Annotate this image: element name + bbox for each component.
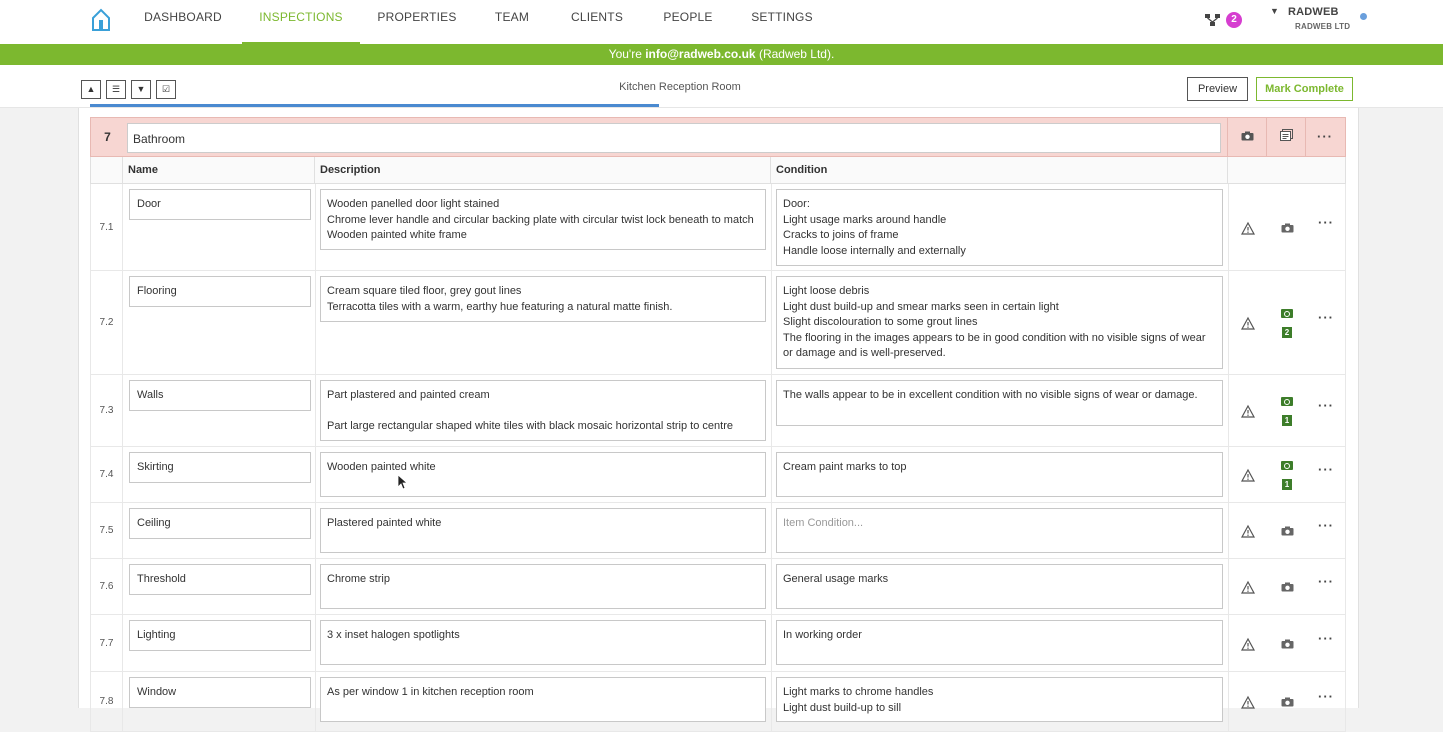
warning-icon xyxy=(1241,317,1255,330)
item-description-input[interactable]: Chrome strip xyxy=(320,564,766,609)
table-row xyxy=(90,503,1346,559)
item-description-input[interactable]: Wooden painted white xyxy=(320,452,766,497)
add-photo-button[interactable] xyxy=(1277,697,1297,710)
cell-divider xyxy=(771,375,772,446)
room-title: Kitchen Reception Room xyxy=(619,81,741,93)
user-menu[interactable] xyxy=(1270,6,1380,36)
table-row xyxy=(90,184,1346,271)
table-row xyxy=(90,447,1346,503)
flag-warning-button[interactable] xyxy=(1238,696,1258,712)
network-icon xyxy=(1204,13,1222,27)
photo-count-badge: 2 xyxy=(1282,327,1292,338)
column-header-name: Name xyxy=(123,157,315,184)
row-number: 7.8 xyxy=(91,672,123,731)
flag-warning-button[interactable] xyxy=(1238,469,1258,485)
row-number: 7.2 xyxy=(91,271,123,374)
column-header-actions xyxy=(1228,157,1346,184)
item-name-input[interactable]: Skirting xyxy=(129,452,311,483)
cell-divider xyxy=(315,559,316,614)
warning-icon xyxy=(1241,222,1255,235)
warning-icon xyxy=(1241,638,1255,651)
cell-divider xyxy=(771,447,772,502)
item-name-input[interactable]: Window xyxy=(129,677,311,708)
cell-divider xyxy=(771,672,772,731)
row-more-button[interactable]: ··· xyxy=(1318,398,1334,413)
row-more-button[interactable]: ··· xyxy=(1318,215,1334,230)
row-number: 7.1 xyxy=(91,184,123,270)
list-view-button[interactable]: ☰ xyxy=(106,80,126,99)
cell-divider xyxy=(771,559,772,614)
nav-people[interactable]: PEOPLE xyxy=(663,10,713,24)
add-photo-button[interactable] xyxy=(1277,639,1297,652)
section-number: 7 xyxy=(104,130,111,144)
item-condition-input[interactable]: Light marks to chrome handles Light dust build-up to sill xyxy=(776,677,1223,722)
cell-divider xyxy=(1228,615,1229,671)
section-notes-button[interactable] xyxy=(1266,118,1305,156)
notifications[interactable] xyxy=(1204,10,1244,32)
cell-divider xyxy=(315,271,316,374)
notification-count-badge: 2 xyxy=(1226,12,1242,28)
warning-icon xyxy=(1241,525,1255,538)
table-row xyxy=(90,271,1346,375)
item-name-input[interactable]: Ceiling xyxy=(129,508,311,539)
inspection-toolbar xyxy=(0,65,1443,108)
cell-divider xyxy=(771,271,772,374)
cell-divider xyxy=(315,503,316,558)
notes-icon xyxy=(1280,129,1293,141)
cell-divider xyxy=(771,615,772,671)
user-name: RADWEB xyxy=(1288,6,1339,18)
cell-divider xyxy=(315,375,316,446)
nav-properties[interactable]: PROPERTIES xyxy=(377,10,457,24)
item-condition-input[interactable]: The walls appear to be in excellent condition with no visible signs of wear or damage. xyxy=(776,380,1223,426)
item-description-input[interactable]: Part plastered and painted cream Part large rectangular shaped white tiles with black mosaic horizontal strip to centre xyxy=(320,380,766,441)
row-number: 7.6 xyxy=(91,559,123,614)
cell-divider xyxy=(1228,559,1229,614)
checklist-button[interactable]: ☑ xyxy=(156,80,176,99)
cell-divider xyxy=(771,503,772,558)
mouse-cursor-icon xyxy=(397,474,407,490)
camera-icon xyxy=(1281,526,1294,536)
table-row xyxy=(90,672,1346,732)
flag-warning-button[interactable] xyxy=(1238,581,1258,597)
item-condition-input[interactable]: General usage marks xyxy=(776,564,1223,609)
cell-divider xyxy=(315,447,316,502)
user-organisation: RADWEB LTD xyxy=(1295,22,1351,31)
row-number: 7.4 xyxy=(91,447,123,502)
item-condition-input[interactable]: In working order xyxy=(776,620,1223,665)
warning-icon xyxy=(1241,581,1255,594)
cell-divider xyxy=(1228,375,1229,446)
warning-icon xyxy=(1241,405,1255,418)
column-header-number xyxy=(90,157,123,184)
flag-warning-button[interactable] xyxy=(1238,317,1258,333)
cell-divider xyxy=(315,615,316,671)
row-more-button[interactable]: ··· xyxy=(1318,631,1334,646)
section-more-button[interactable]: ··· xyxy=(1305,118,1344,156)
nav-clients[interactable]: CLIENTS xyxy=(570,10,624,24)
section-header xyxy=(90,117,1346,157)
flag-warning-button[interactable] xyxy=(1238,638,1258,654)
cell-divider xyxy=(315,672,316,731)
cell-divider xyxy=(1228,271,1229,374)
item-condition-input[interactable]: Cream paint marks to top xyxy=(776,452,1223,497)
row-more-button[interactable]: ··· xyxy=(1318,310,1334,325)
add-photo-button[interactable] xyxy=(1277,526,1297,539)
photo-count-badge: 1 xyxy=(1282,479,1292,490)
item-name-input[interactable]: Lighting xyxy=(129,620,311,651)
nav-team[interactable]: TEAM xyxy=(494,10,530,24)
cell-divider xyxy=(315,184,316,270)
item-name-input[interactable]: Walls xyxy=(129,380,311,411)
row-number: 7.5 xyxy=(91,503,123,558)
camera-icon-attached[interactable] xyxy=(1281,461,1293,470)
row-more-button[interactable]: ··· xyxy=(1318,462,1334,477)
section-name-input[interactable]: Bathroom xyxy=(127,123,1221,153)
row-more-button[interactable]: ··· xyxy=(1318,518,1334,533)
house-logo-icon[interactable] xyxy=(90,6,112,32)
flag-warning-button[interactable] xyxy=(1238,222,1258,238)
camera-icon xyxy=(1281,697,1294,707)
nav-settings[interactable]: SETTINGS xyxy=(751,10,813,24)
item-description-input[interactable]: Cream square tiled floor, grey gout lines Terracotta tiles with a warm, earthy hue featuring a natural matte finish. xyxy=(320,276,766,322)
row-more-button[interactable]: ··· xyxy=(1318,574,1334,589)
collapse-up-button[interactable]: ▲ xyxy=(81,80,101,99)
row-number: 7.3 xyxy=(91,375,123,446)
camera-icon-attached[interactable] xyxy=(1281,309,1293,318)
column-header-condition: Condition xyxy=(771,157,1228,184)
item-description-input[interactable]: As per window 1 in kitchen reception room xyxy=(320,677,766,722)
item-name-input[interactable]: Door xyxy=(129,189,311,220)
table-row xyxy=(90,559,1346,615)
flag-warning-button[interactable] xyxy=(1238,405,1258,421)
camera-icon xyxy=(1241,131,1254,141)
item-condition-input[interactable]: Door: Light usage marks around handle Cracks to joins of frame Handle loose internally and externally xyxy=(776,189,1223,266)
cell-divider xyxy=(771,184,772,270)
cell-divider xyxy=(1228,503,1229,558)
warning-icon xyxy=(1241,469,1255,482)
section-camera-button[interactable] xyxy=(1227,118,1266,156)
camera-icon xyxy=(1281,223,1294,233)
banner-suffix: (Radweb Ltd). xyxy=(755,47,835,61)
progress-bar xyxy=(90,104,659,107)
banner-prefix: You're xyxy=(608,47,646,61)
cell-divider xyxy=(1228,184,1229,270)
column-header-description: Description xyxy=(315,157,771,184)
banner-email: info@radweb.co.uk xyxy=(645,47,756,61)
photo-count-badge: 1 xyxy=(1282,415,1292,426)
camera-icon-attached[interactable] xyxy=(1281,397,1293,406)
top-navigation xyxy=(0,0,1443,44)
add-photo-button[interactable] xyxy=(1277,582,1297,595)
expand-down-button[interactable]: ▼ xyxy=(131,80,151,99)
nav-dashboard[interactable]: DASHBOARD xyxy=(144,10,222,24)
flag-warning-button[interactable] xyxy=(1238,525,1258,541)
item-description-input[interactable]: Wooden panelled door light stained Chrome lever handle and circular backing plate with circular twist lock beneath to match Wooden painted white frame xyxy=(320,189,766,250)
table-row xyxy=(90,375,1346,447)
item-name-input[interactable]: Threshold xyxy=(129,564,311,595)
impersonation-banner xyxy=(0,44,1443,65)
item-description-input[interactable]: 3 x inset halogen spotlights xyxy=(320,620,766,665)
warning-icon xyxy=(1241,696,1255,709)
camera-icon xyxy=(1281,639,1294,649)
item-condition-input[interactable]: Light loose debris Light dust build-up and smear marks seen in certain light Slight discolouration to some grout lines The flooring in the images appears to be in good condition with no visible signs of wear or damage and is well-preserved. xyxy=(776,276,1223,369)
add-photo-button[interactable] xyxy=(1277,223,1297,236)
cell-divider xyxy=(1228,672,1229,731)
mark-complete-button[interactable]: Mark Complete xyxy=(1256,77,1353,101)
table-row xyxy=(90,615,1346,672)
preview-button[interactable]: Preview xyxy=(1187,77,1248,101)
status-dot-icon xyxy=(1360,13,1367,20)
chevron-down-icon: ▼ xyxy=(1270,6,1279,16)
row-more-button[interactable]: ··· xyxy=(1318,689,1334,704)
row-number: 7.7 xyxy=(91,615,123,671)
cell-divider xyxy=(1228,447,1229,502)
nav-inspections[interactable]: INSPECTIONS xyxy=(242,0,360,44)
item-condition-input[interactable]: Item Condition... xyxy=(776,508,1223,553)
item-description-input[interactable]: Plastered painted white xyxy=(320,508,766,553)
item-name-input[interactable]: Flooring xyxy=(129,276,311,307)
camera-icon xyxy=(1281,582,1294,592)
